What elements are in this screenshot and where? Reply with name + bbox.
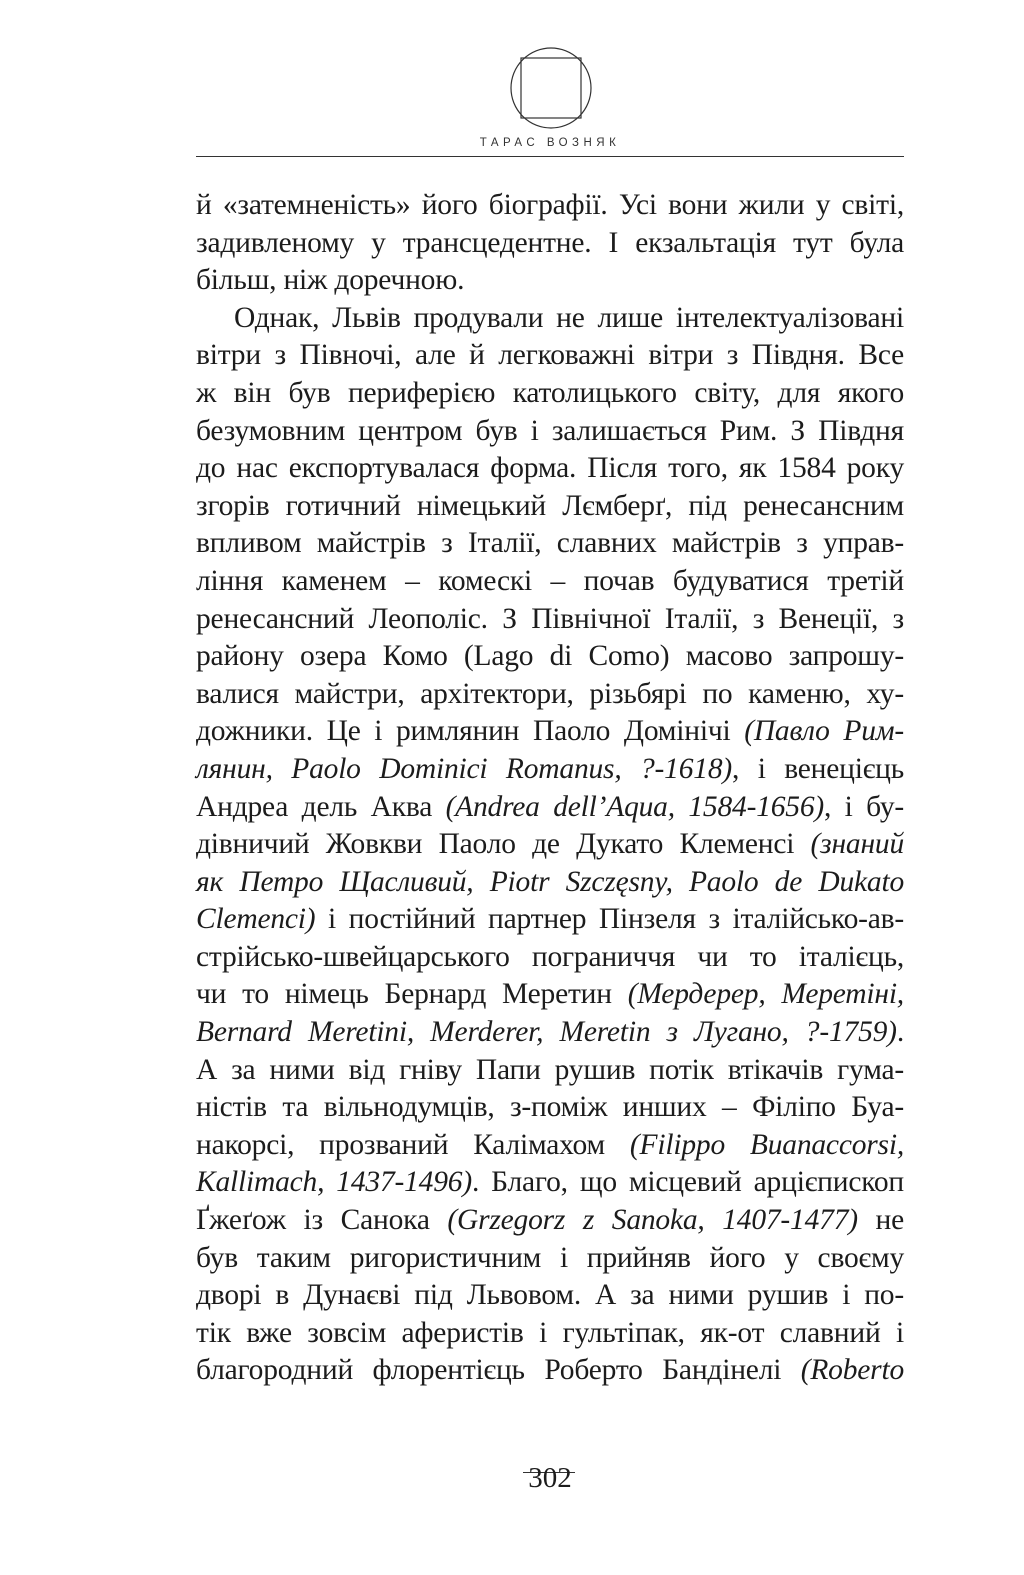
text-line: більш, ніж доречною. [196,264,465,297]
text-line: лянин, Paolo Dominici Romanus, ?-1618), і венецієць [196,752,905,785]
text-line: був таким ригористичним і прийняв його у своєму [196,1241,904,1274]
text-line: валися майстри, архітектори, різьбярі по каменю, ху- [196,677,904,710]
running-head: ТАРАС ВОЗНЯК [479,137,621,149]
text-line: як Петро Щасливий, Piotr Szczęsny, Paolo de Dukato [196,865,904,898]
text-line: дворі в Дунаєві під Львовом. А за ними рушив і по- [196,1279,904,1312]
text-line: чи то німець Бернард Меретин (Мердерер, Меретіні, [196,978,904,1011]
text-line: благородний флорентієць Роберто Бандінелі (Roberto [196,1354,904,1387]
text-line: вітри з Півночі, але й легковажні вітри з Півдня. Все [196,339,904,372]
text-line: задивленому у трансцедентне. І екзальтація тут була [196,226,904,259]
body-text [196,187,904,1390]
text-line: тік вже зовсім аферистів і гультіпак, як-от славний і [196,1316,904,1349]
text-line: стрійсько-швейцарського пограниччя чи то італієць, [196,940,904,973]
text-line: накорсі, прозваний Калімахом (Filippo Buanaccorsi, [196,1128,904,1161]
text-line: Однак, Львів продували не лише інтелектуалізовані [234,301,904,334]
text-line: дожники. Це і римлянин Паоло Домінічі (Павло Рим- [196,715,904,748]
text-line: ністів та вільнодумців, з-поміж инших – Філіпо Буа- [196,1091,904,1124]
text-line: дівничий Жовкви Паоло де Дукато Клеменсі (знаний [196,828,904,861]
text-line: й «затемненість» його біографії. Усі вони жили у світі, [196,189,904,221]
text-line: згорів готичний німецький Лємберґ, під ренесансним [196,489,904,522]
text-line: до нас експортувалася форма. Після того, як 1584 року [196,452,904,485]
page-number: 302 [528,1462,572,1494]
circle-square-logo-icon [509,46,593,130]
text-line: Clemenci) і постійний партнер Пінзеля з італійсько-ав- [196,903,904,936]
text-line: Андреа дель Аква (Andrea dell’Aqua, 1584-1656), і бу- [196,790,905,823]
text-line: ж він був периферією католицького світу, для якого [196,376,904,409]
text-line: безумовним центром був і залишається Рим. З Півдня [196,414,904,447]
text-line: ренесансний Леополіс. З Північної Італії, з Венеції, з [196,602,904,635]
text-line: Ґжеґож із Санока (Grzegorz z Sanoka, 1407-1477) не [196,1204,904,1237]
text-line: А за ними від гніву Папи рушив потік втікачів гума- [196,1053,904,1086]
text-line: району озера Комо (Lago di Como) масово запрошу- [196,640,904,673]
text-line: Kallimach, 1437-1496). Благо, що місцевий арцієпископ [196,1166,904,1199]
text-line: ління каменем – комескі – почав будуватися третій [196,564,904,597]
text-line: впливом майстрів з Італії, славних майстрів з управ- [196,527,904,560]
text-line: Bernard Meretini, Merderer, Meretin з Лугано, ?-1759). [196,1016,904,1049]
header-rule [196,156,904,157]
